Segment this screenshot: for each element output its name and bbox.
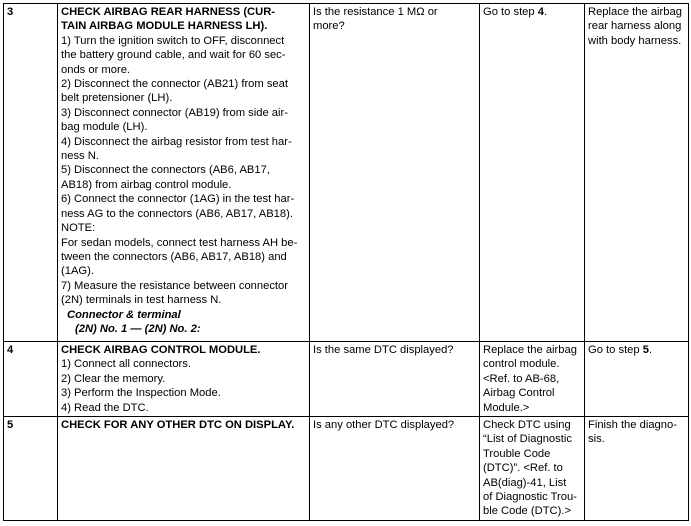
check-line: Is the resistance 1 MΩ or xyxy=(313,6,438,18)
no-cell xyxy=(585,342,689,417)
yes-line: “List of Diagnostic xyxy=(483,433,572,446)
procedure-line: 5) Disconnect the connectors (AB6, AB17, xyxy=(61,164,270,177)
yes-step-ref: 4 xyxy=(537,6,544,18)
step-title-line: CHECK FOR ANY OTHER DTC ON DISPLAY. xyxy=(61,419,295,431)
note-line: (1AG). xyxy=(61,265,94,278)
procedure-line: 2) Disconnect the connector (AB21) from seat xyxy=(61,78,288,91)
connector-terminal-value: (2N) No. 1 — (2N) No. 2: xyxy=(75,322,201,335)
yes-cell xyxy=(480,417,585,521)
check-cell xyxy=(310,417,480,521)
note-heading: NOTE: xyxy=(61,222,96,235)
no-line: Finish the diagno- xyxy=(588,419,677,431)
no-text: Go to step xyxy=(588,344,643,356)
yes-line: Trouble Code xyxy=(483,447,551,460)
procedure-cell xyxy=(58,342,310,417)
procedure-line: (2N) terminals in test harness N. xyxy=(61,294,222,307)
step-title-line: CHECK AIRBAG REAR HARNESS (CUR- xyxy=(61,6,276,18)
yes-line: Replace the airbag xyxy=(483,344,577,356)
procedure-line: bag module (LH). xyxy=(61,121,148,134)
step-number-cell xyxy=(4,342,58,417)
connector-terminal-label: Connector & terminal xyxy=(67,308,181,321)
yes-line: of Diagnostic Trou- xyxy=(483,491,577,504)
check-line: Is the same DTC displayed? xyxy=(313,344,454,356)
check-cell xyxy=(310,4,480,342)
no-cell xyxy=(585,4,689,342)
procedure-line: 4) Read the DTC. xyxy=(61,401,149,414)
step-title-line: CHECK AIRBAG CONTROL MODULE. xyxy=(61,344,261,356)
procedure-line: AB18) from airbag control module. xyxy=(61,178,232,191)
check-line: Is any other DTC displayed? xyxy=(313,419,455,431)
procedure-line: belt pretensioner (LH). xyxy=(61,92,173,105)
yes-end: . xyxy=(543,6,548,18)
no-end: . xyxy=(648,344,653,356)
check-line: more? xyxy=(313,20,345,33)
no-line: rear harness along xyxy=(588,20,682,33)
yes-line: AB(diag)-41, List xyxy=(483,476,567,489)
yes-line: (DTC)”. <Ref. to xyxy=(483,462,563,475)
procedure-line: the battery ground cable, and wait for 60 sec- xyxy=(61,49,286,62)
step-number: 5 xyxy=(7,419,14,431)
yes-line: Check DTC using xyxy=(483,419,571,431)
no-cell xyxy=(585,417,689,521)
yes-line: control module. xyxy=(483,358,560,371)
procedure-line: ness N. xyxy=(61,150,99,163)
no-line: Replace the airbag xyxy=(588,6,682,18)
procedure-line: onds or more. xyxy=(61,63,131,76)
yes-cell xyxy=(480,342,585,417)
no-line: with body harness. xyxy=(588,34,682,47)
step-number: 4 xyxy=(7,344,14,356)
procedure-line: 1) Connect all connectors. xyxy=(61,358,191,371)
yes-text: Go to step xyxy=(483,6,538,18)
procedure-line: 7) Measure the resistance between connector xyxy=(61,279,288,292)
note-line: For sedan models, connect test harness AH be- xyxy=(61,236,298,249)
procedure-line: 4) Disconnect the airbag resistor from test har- xyxy=(61,135,292,148)
yes-line: Module.> xyxy=(483,401,530,414)
yes-cell xyxy=(480,4,585,342)
no-line: sis. xyxy=(588,433,605,446)
procedure-line: 6) Connect the connector (1AG) in the test har- xyxy=(61,193,295,206)
yes-line: ble Code (DTC).> xyxy=(483,505,571,518)
check-cell xyxy=(310,342,480,417)
table-row xyxy=(4,4,689,342)
procedure-line: 3) Disconnect connector (AB19) from side air- xyxy=(61,106,288,119)
procedure-line: 1) Turn the ignition switch to OFF, disconnect xyxy=(61,34,285,47)
step-number-cell xyxy=(4,4,58,342)
step-number: 3 xyxy=(7,6,14,18)
table-row xyxy=(4,417,689,521)
no-step-ref: 5 xyxy=(642,344,649,356)
procedure-cell xyxy=(58,4,310,342)
table-row xyxy=(4,342,689,417)
procedure-cell xyxy=(58,417,310,521)
yes-line: Airbag Control xyxy=(483,387,555,400)
procedure-line: ness AG to the connectors (AB6, AB17, AB18). xyxy=(61,207,293,220)
procedure-line: 2) Clear the memory. xyxy=(61,372,166,385)
step-title-line: TAIN AIRBAG MODULE HARNESS LH). xyxy=(61,20,268,33)
procedure-line: 3) Perform the Inspection Mode. xyxy=(61,387,221,400)
diagnostic-table xyxy=(3,3,689,521)
yes-line: <Ref. to AB-68, xyxy=(483,372,560,385)
step-number-cell xyxy=(4,417,58,521)
note-line: tween the connectors (AB6, AB17, AB18) and xyxy=(61,250,287,263)
